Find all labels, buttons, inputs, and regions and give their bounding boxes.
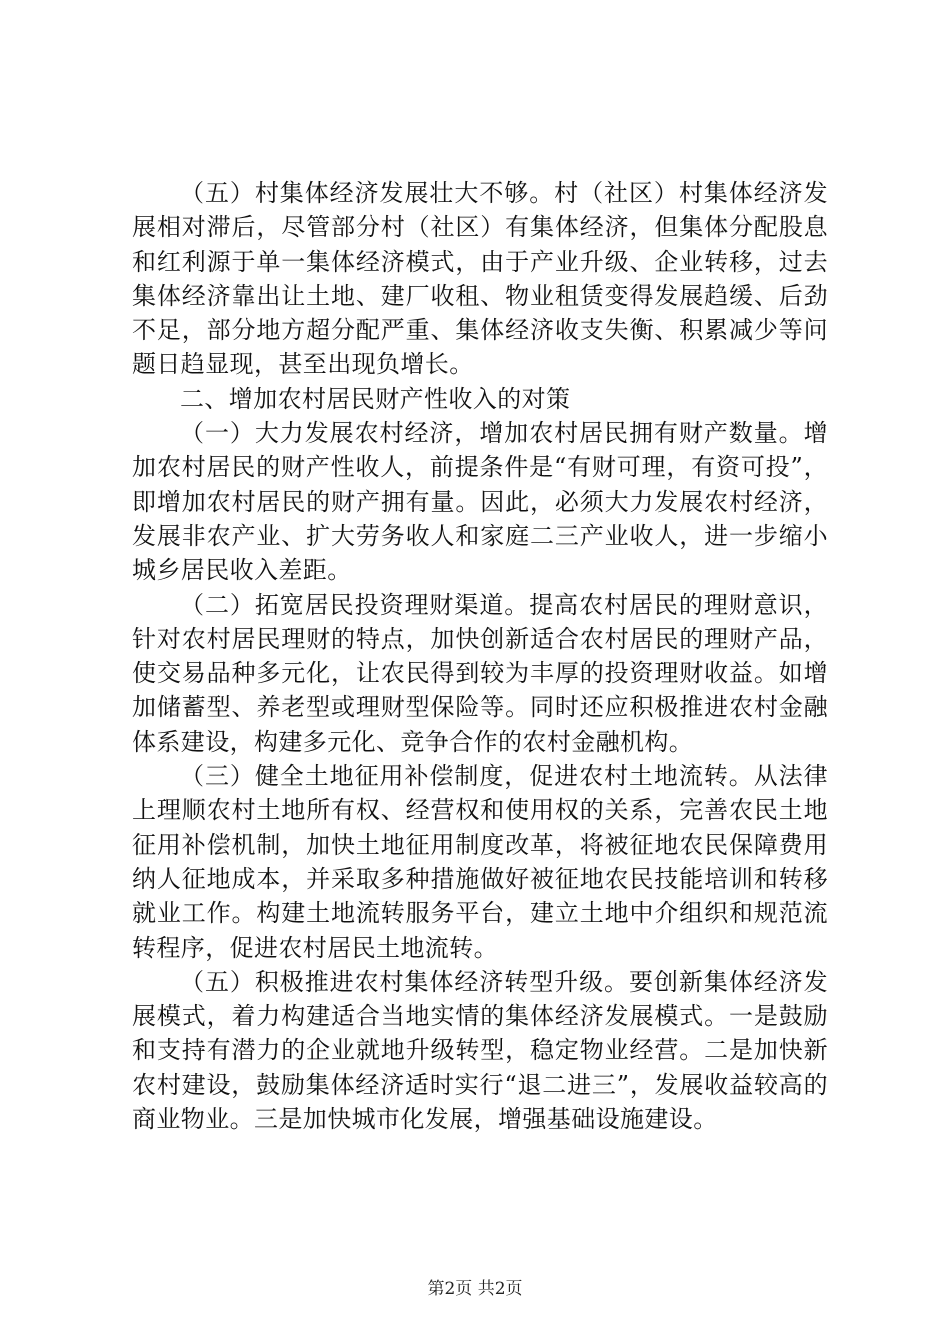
paragraph-land-compensation: （三）健全土地征用补偿制度，促进农村土地流转。从法律上理顺农村土地所有权、经营权和使用权的关系，完善农民土地征用补偿机制，加快土地征用制度改革，将被征地农民保障费用纳人征地成本，并采取多种措施做好被征地农民技能培训和转移就业工作。构建土地流转服务平台，建立土地中介组织和规范流转程序，促进农村居民土地流转。 bbox=[132, 762, 828, 962]
page-number-footer: 第2页 共2页 bbox=[427, 1279, 523, 1299]
paragraph-collective-economy-upgrade: （五）积极推进农村集体经济转型升级。要创新集体经济发展模式，着力构建适合当地实情的集体经济发展模式。一是鼓励和支持有潜力的企业就地升级转型，稳定物业经营。二是加快新农村建设，鼓励集体经济适时实行“退二进三”，发展收益较高的商业物业。三是加快城市化发展，增强基础设施建设。 bbox=[132, 967, 828, 1134]
paragraph-investment-channels: （二）拓宽居民投资理财渠道。提高农村居民的理财意识，针对农村居民理财的特点，加快创新适合农村居民的理财产品，使交易品种多元化，让农民得到较为丰厚的投资理财收益。如增加储蓄型、养老型或理财型保险等。同时还应积极推进农村金融体系建设，构建多元化、竞争合作的农村金融机构。 bbox=[132, 590, 828, 756]
paragraph-collective-economy-issue: （五）村集体经济发展壮大不够。村（社区）村集体经济发展相对滞后，尽管部分村（社区）有集体经济，但集体分配股息和红利源于单一集体经济模式，由于产业升级、企业转移，过去集体经济靠出让土地、建厂收租、物业租赁变得发展趋缓、后劲不足，部分地方超分配严重、集体经济收支失衡、积累减少等问题日趋显现，甚至出现负增长。 bbox=[132, 179, 828, 379]
paragraph-develop-rural-economy: （一）大力发展农村经济，增加农村居民拥有财产数量。增加农村居民的财产性收人，前提条件是“有财可理，有资可投”，即增加农村居民的财产拥有量。因此，必须大力发展农村经济，发展非农产业、扩大劳务收人和家庭二三产业收人，进一步缩小城乡居民收入差距。 bbox=[132, 419, 828, 585]
section-heading-countermeasures: 二、增加农村居民财产性收入的对策 bbox=[180, 384, 571, 413]
document-body bbox=[132, 176, 828, 1136]
